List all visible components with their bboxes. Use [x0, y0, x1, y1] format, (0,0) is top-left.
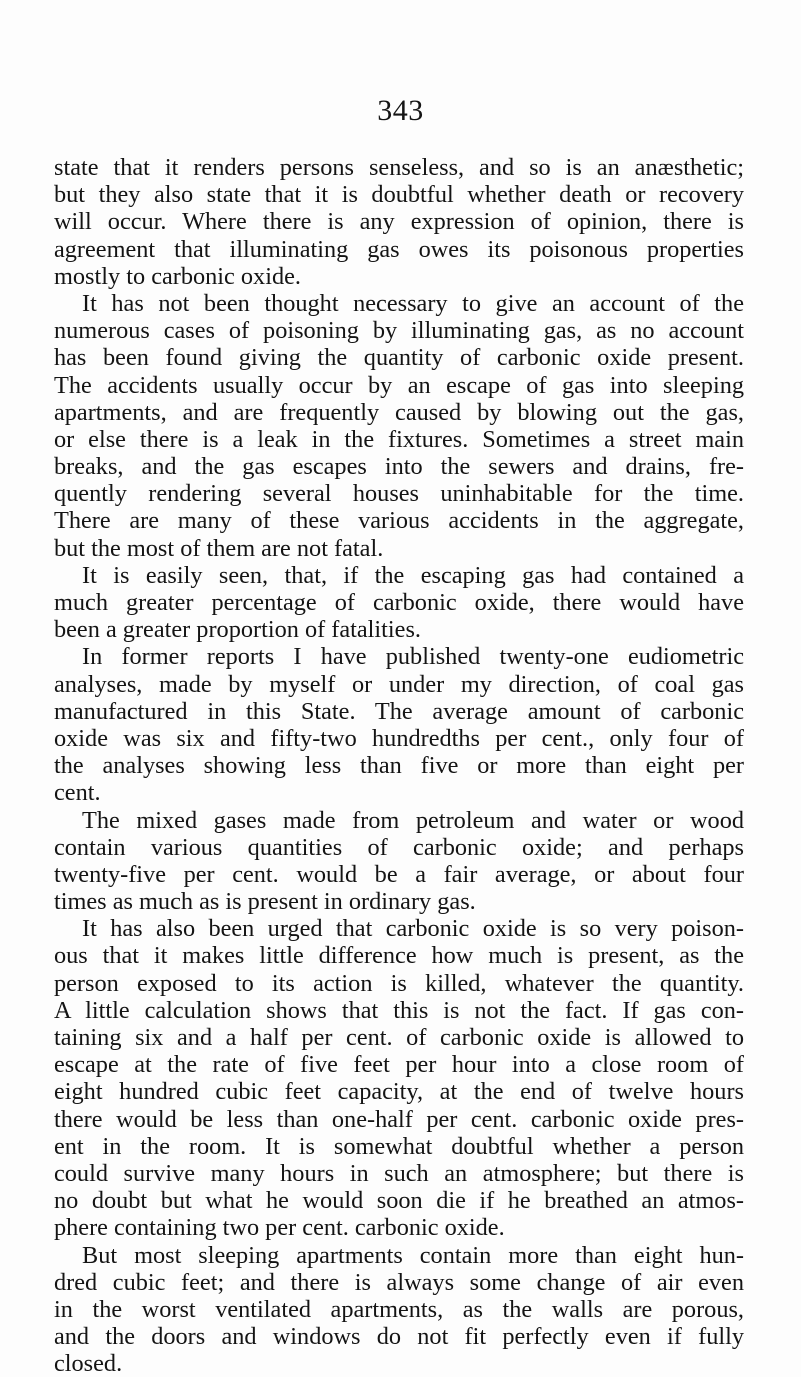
text-line: But most sleeping apartments contain more than eight hun-	[54, 1242, 744, 1269]
paragraph	[54, 562, 744, 644]
text-line: been a greater proportion of fatalities.	[54, 616, 744, 643]
text-line: analyses, made by myself or under my direction, of coal gas	[54, 671, 744, 698]
text-line: times as much as is present in ordinary gas.	[54, 888, 744, 915]
text-line: manufactured in this State. The average amount of carbonic	[54, 698, 744, 725]
text-line: in the worst ventilated apartments, as the walls are porous,	[54, 1296, 744, 1323]
text-line: twenty-five per cent. would be a fair average, or about four	[54, 861, 744, 888]
text-line: agreement that illuminating gas owes its poisonous properties	[54, 236, 744, 263]
text-line: eight hundred cubic feet capacity, at the end of twelve hours	[54, 1078, 744, 1105]
text-line: dred cubic feet; and there is always some change of air even	[54, 1269, 744, 1296]
text-line: There are many of these various accidents in the aggregate,	[54, 507, 744, 534]
text-line: apartments, and are frequently caused by blowing out the gas,	[54, 399, 744, 426]
text-line: It has also been urged that carbonic oxide is so very poison-	[54, 915, 744, 942]
text-line: but they also state that it is doubtful whether death or recovery	[54, 181, 744, 208]
text-line: has been found giving the quantity of carbonic oxide present.	[54, 344, 744, 371]
text-line: cent.	[54, 779, 744, 806]
paragraph	[54, 915, 744, 1241]
text-line: A little calculation shows that this is not the fact. If gas con-	[54, 997, 744, 1024]
paragraph	[54, 154, 744, 290]
text-line: quently rendering several houses uninhabitable for the time.	[54, 480, 744, 507]
page-number: 343	[0, 94, 801, 128]
text-line: could survive many hours in such an atmosphere; but there is	[54, 1160, 744, 1187]
text-line: and the doors and windows do not fit perfectly even if fully	[54, 1323, 744, 1350]
text-line: no doubt but what he would soon die if he breathed an atmos-	[54, 1187, 744, 1214]
text-line: It is easily seen, that, if the escaping gas had contained a	[54, 562, 744, 589]
text-line: will occur. Where there is any expression of opinion, there is	[54, 208, 744, 235]
text-line: phere containing two per cent. carbonic oxide.	[54, 1214, 744, 1241]
text-line: In former reports I have published twenty-one eudiometric	[54, 643, 744, 670]
paragraph	[54, 807, 744, 916]
text-line: state that it renders persons senseless, and so is an anæsthetic;	[54, 154, 744, 181]
text-line: escape at the rate of five feet per hour into a close room of	[54, 1051, 744, 1078]
text-line: mostly to carbonic oxide.	[54, 263, 744, 290]
paragraph	[54, 290, 744, 562]
text-line: but the most of them are not fatal.	[54, 535, 744, 562]
text-line: breaks, and the gas escapes into the sewers and drains, fre-	[54, 453, 744, 480]
paragraph	[54, 1242, 744, 1377]
text-line: contain various quantities of carbonic oxide; and perhaps	[54, 834, 744, 861]
paragraph	[54, 643, 744, 806]
text-line: there would be less than one-half per cent. carbonic oxide pres-	[54, 1106, 744, 1133]
body-text	[54, 154, 744, 1377]
text-line: person exposed to its action is killed, whatever the quantity.	[54, 970, 744, 997]
text-line: oxide was six and fifty-two hundredths per cent., only four of	[54, 725, 744, 752]
text-line: taining six and a half per cent. of carbonic oxide is allowed to	[54, 1024, 744, 1051]
text-line: ous that it makes little difference how much is present, as the	[54, 942, 744, 969]
text-line: or else there is a leak in the fixtures. Sometimes a street main	[54, 426, 744, 453]
text-line: The accidents usually occur by an escape of gas into sleeping	[54, 372, 744, 399]
text-line: ent in the room. It is somewhat doubtful whether a person	[54, 1133, 744, 1160]
text-line: numerous cases of poisoning by illuminating gas, as no account	[54, 317, 744, 344]
text-line: It has not been thought necessary to give an account of the	[54, 290, 744, 317]
text-line: The mixed gases made from petroleum and water or wood	[54, 807, 744, 834]
text-line: closed.	[54, 1350, 744, 1377]
text-line: much greater percentage of carbonic oxide, there would have	[54, 589, 744, 616]
text-line: the analyses showing less than five or more than eight per	[54, 752, 744, 779]
